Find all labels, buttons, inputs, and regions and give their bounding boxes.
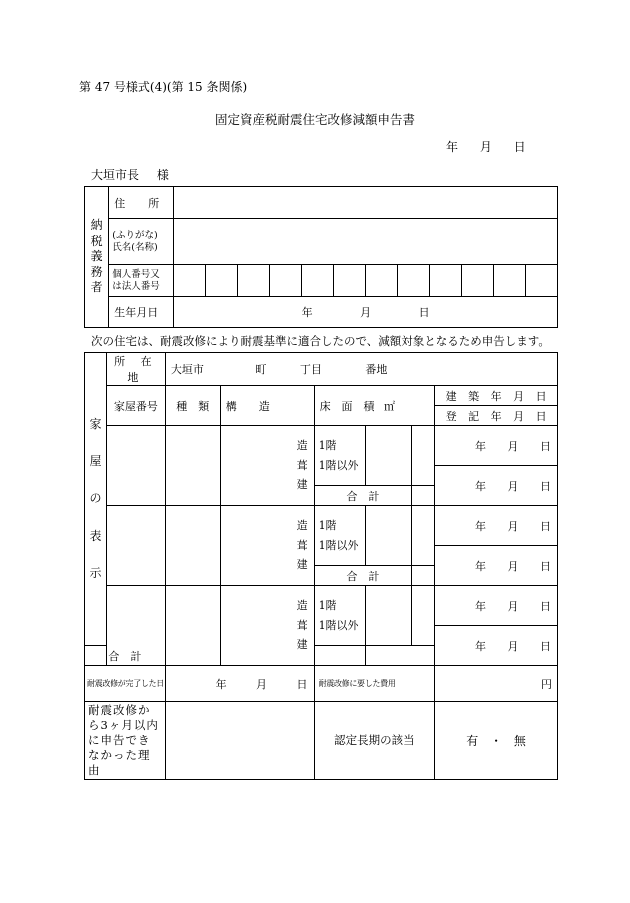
notice-text: 次の住宅は、耐震改修により耐震基準に適合したので、減額対象となるため申告します。 xyxy=(91,334,550,348)
address-label: 住 所 xyxy=(109,187,174,219)
floor-area-field[interactable] xyxy=(366,426,412,486)
completion-date-label: 耐震改修が完了した日 xyxy=(85,666,166,702)
submission-date[interactable]: 年 月 日 xyxy=(446,140,526,154)
kind-field[interactable] xyxy=(165,586,220,666)
id-digit-box[interactable] xyxy=(525,265,557,297)
structure-header: 構 造 xyxy=(220,386,314,426)
floor-area-sub-field[interactable] xyxy=(412,506,435,566)
total-field[interactable] xyxy=(412,566,435,586)
built-date-field[interactable]: 年 月 日 xyxy=(435,426,558,466)
id-digit-box[interactable] xyxy=(430,265,462,297)
location-field[interactable]: 大垣市 町 丁目 番地 xyxy=(165,353,557,386)
floor-labels: 1階 1階以外 xyxy=(314,506,366,566)
house-number-field[interactable] xyxy=(106,506,165,586)
id-digit-box[interactable] xyxy=(366,265,398,297)
completion-date-field[interactable]: 年 月 日 xyxy=(165,666,314,702)
total-label: 合 計 xyxy=(314,486,412,506)
total-field[interactable] xyxy=(412,486,435,506)
id-digit-box[interactable] xyxy=(493,265,525,297)
id-digit-box[interactable] xyxy=(174,265,206,297)
cost-label: 耐震改修に要した費用 xyxy=(314,666,435,702)
registered-date-header: 登 記 年 月 日 xyxy=(435,406,558,426)
id-digit-box[interactable] xyxy=(334,265,366,297)
built-date-field[interactable]: 年 月 日 xyxy=(435,586,558,626)
id-number-label: 個人番号又 は法人番号 xyxy=(109,265,174,297)
structure-field[interactable]: 造 葺 建 xyxy=(220,426,314,506)
house-table xyxy=(84,352,558,780)
registered-date-field[interactable]: 年 月 日 xyxy=(435,466,558,506)
floor-area-header: 床 面 積 ㎡ xyxy=(314,386,435,426)
registered-date-field[interactable]: 年 月 日 xyxy=(435,626,558,666)
floor-labels: 1階 1階以外 xyxy=(314,426,366,486)
late-reason-field[interactable] xyxy=(165,702,314,780)
structure-field[interactable]: 造 葺 建 xyxy=(220,586,314,666)
location-label: 所 在 地 xyxy=(106,353,165,386)
id-digit-box[interactable] xyxy=(398,265,430,297)
taxpayer-table xyxy=(84,186,558,328)
house-number-header: 家屋番号 xyxy=(106,386,165,426)
house-section-label: 家 屋 の 表 示 xyxy=(85,353,107,646)
floor-area-sub-field[interactable] xyxy=(412,426,435,486)
birth-date-field[interactable]: 年 月 日 xyxy=(174,297,558,328)
id-digit-box[interactable] xyxy=(270,265,302,297)
floor-area-field[interactable] xyxy=(366,586,412,646)
kind-field[interactable] xyxy=(165,426,220,506)
name-label: (ふりがな) 氏名(名称) xyxy=(109,219,174,265)
registered-date-field[interactable]: 年 月 日 xyxy=(435,546,558,586)
id-digit-box[interactable] xyxy=(238,265,270,297)
addressee: 大垣市長 様 xyxy=(91,168,169,182)
birth-date-label: 生年月日 xyxy=(109,297,174,328)
total-label: 合 計 xyxy=(314,566,412,586)
id-digit-box[interactable] xyxy=(462,265,494,297)
id-digit-box[interactable] xyxy=(206,265,238,297)
id-digit-box[interactable] xyxy=(302,265,334,297)
floor-area-field[interactable] xyxy=(366,506,412,566)
floor-labels: 1階 1階以外 xyxy=(314,586,366,646)
total-field[interactable] xyxy=(314,646,366,666)
form-title: 固定資産税耐震住宅改修減額申告書 xyxy=(214,112,415,127)
built-date-header: 建 築 年 月 日 xyxy=(435,386,558,406)
form-number: 第 47 号様式(4)(第 15 条関係) xyxy=(79,80,248,94)
total-label: 合 計 xyxy=(85,646,166,666)
floor-area-sub-field[interactable] xyxy=(412,586,435,646)
late-reason-label: 耐震改修から3ヶ月以内に申告できなかった理由 xyxy=(85,702,166,780)
cost-field[interactable]: 円 xyxy=(435,666,558,702)
address-field[interactable] xyxy=(174,187,558,219)
kind-header: 種 類 xyxy=(165,386,220,426)
house-number-field[interactable] xyxy=(106,426,165,506)
name-field[interactable] xyxy=(174,219,558,265)
longlife-label: 認定長期の該当 xyxy=(314,702,435,780)
built-date-field[interactable]: 年 月 日 xyxy=(435,506,558,546)
longlife-choice[interactable]: 有 ・ 無 xyxy=(435,702,558,780)
structure-field[interactable]: 造 葺 建 xyxy=(220,506,314,586)
taxpayer-section-label: 納 税 義 務 者 xyxy=(85,187,109,328)
kind-field[interactable] xyxy=(165,506,220,586)
